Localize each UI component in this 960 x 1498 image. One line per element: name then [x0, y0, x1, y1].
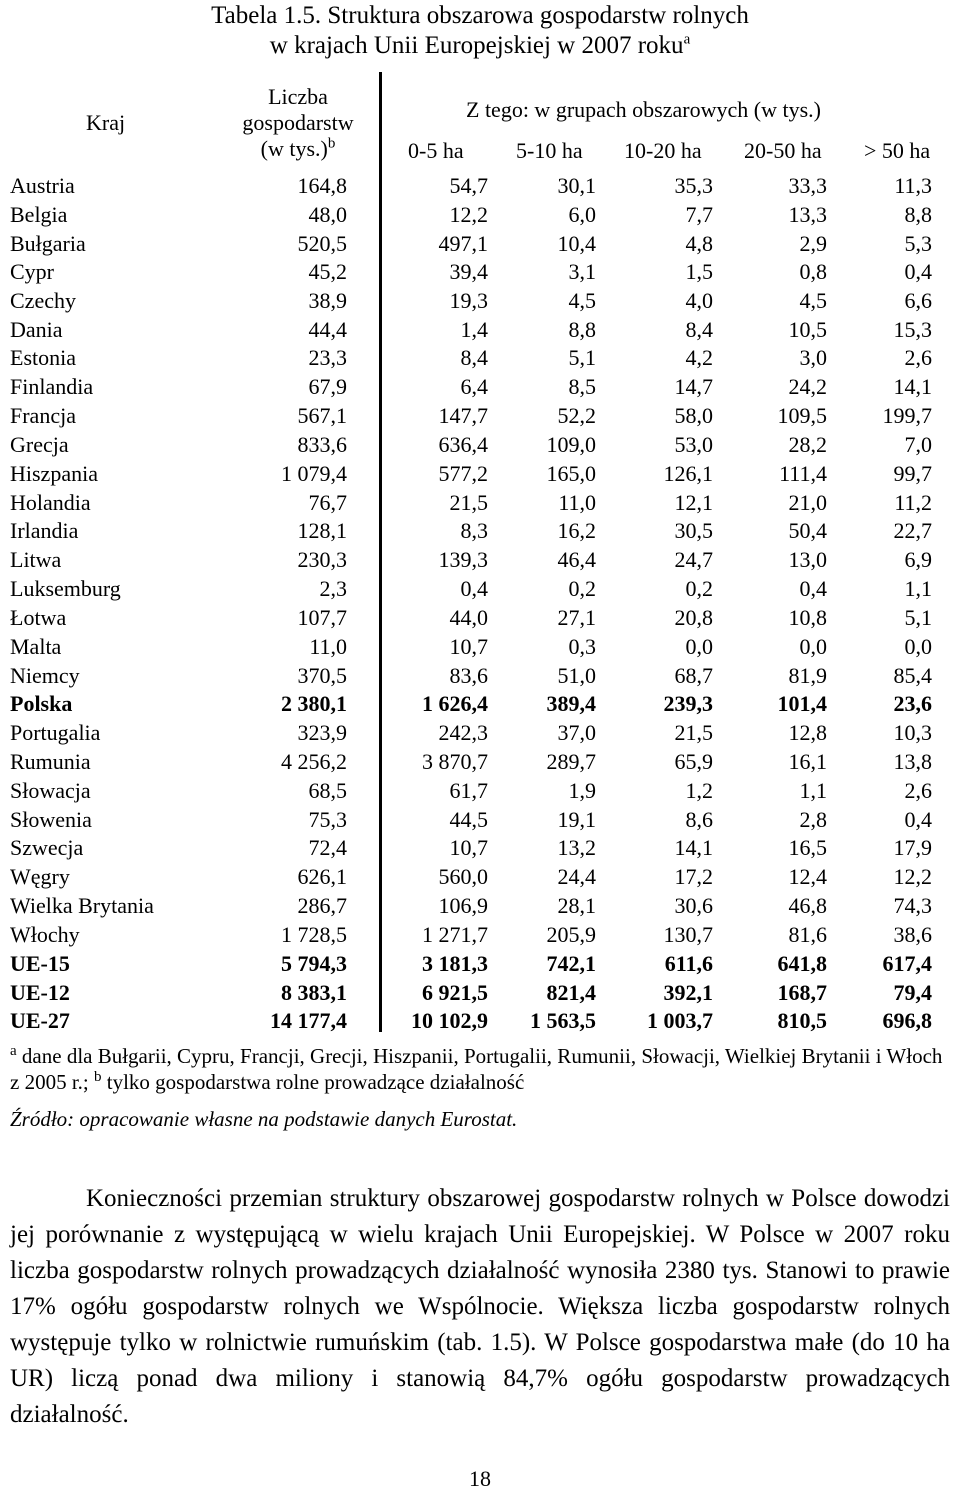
body-paragraph-text: Konieczności przemian struktury obszarowej gospodarstw rolnych w Polsce dowodzi jej porównanie z występującą w wielu krajach Unii Europejskiej. W Polsce w 2007 roku liczba gospodarstw rolnych prowadzących działalność wynosiła 2380 tys. Stanowi to prawie 17% ogółu gospodarstw rolnych we Wspólnocie. Większa liczba gospodarstw rolnych występuje tylko w rolnictwie rumuńskim (tab. 1.5). W Polsce gospodarstwa małe (do 10 ha UR) liczą ponad dwa miliony i stanowią 84,7% ogółu gospodarstw prowadzących działalność.: [10, 1185, 950, 1428]
value-cell: 4 256,2: [281, 749, 347, 774]
value-cell: 0,4: [799, 576, 827, 601]
value-cell: 4,5: [568, 288, 596, 313]
country-cell: Cypr: [10, 259, 54, 284]
header-group-10-20: 10-20 ha: [624, 138, 702, 163]
value-cell: 128,1: [297, 518, 347, 543]
table-row: [0, 343, 960, 372]
header-kraj: Kraj: [86, 110, 126, 135]
country-cell: Łotwa: [10, 605, 67, 630]
value-cell: 230,3: [297, 547, 347, 572]
value-cell: 58,0: [674, 403, 713, 428]
value-cell: 239,3: [663, 691, 713, 716]
table-title-line2-text: w krajach Unii Europejskiej w 2007 roku: [269, 32, 684, 59]
country-cell: UE-27: [10, 1008, 70, 1033]
table-title-line2: [0, 31, 960, 61]
value-cell: 5 794,3: [281, 951, 347, 976]
value-cell: 23,6: [893, 691, 932, 716]
value-cell: 323,9: [297, 720, 347, 745]
value-cell: 12,1: [674, 490, 713, 515]
value-cell: 1 626,4: [422, 691, 488, 716]
value-cell: 389,4: [546, 691, 596, 716]
value-cell: 38,6: [893, 922, 932, 947]
value-cell: 520,5: [297, 231, 347, 256]
value-cell: 10,3: [893, 720, 932, 745]
header-liczba: [200, 84, 396, 162]
value-cell: 199,7: [882, 403, 932, 428]
value-cell: 7,7: [685, 202, 713, 227]
value-cell: 1,1: [799, 778, 827, 803]
value-cell: 45,2: [308, 259, 347, 284]
table-row: [0, 545, 960, 574]
value-cell: 2,8: [799, 807, 827, 832]
country-cell: Grecja: [10, 432, 69, 457]
value-cell: 1 079,4: [281, 461, 347, 486]
header-liczba-line2: gospodarstw: [242, 110, 354, 135]
table-row: [0, 229, 960, 258]
value-cell: 19,3: [449, 288, 488, 313]
value-cell: 106,9: [438, 893, 488, 918]
value-cell: 11,3: [894, 173, 932, 198]
country-cell: Portugalia: [10, 720, 101, 745]
value-cell: 289,7: [546, 749, 596, 774]
value-cell: 11,2: [894, 490, 932, 515]
value-cell: 46,8: [788, 893, 827, 918]
value-cell: 68,5: [308, 778, 347, 803]
header-liczba-line3: [200, 136, 396, 162]
value-cell: 636,4: [438, 432, 488, 457]
country-cell: Węgry: [10, 864, 70, 889]
value-cell: 3 181,3: [422, 951, 488, 976]
value-cell: 497,1: [438, 231, 488, 256]
value-cell: 742,1: [546, 951, 596, 976]
value-cell: 617,4: [882, 951, 932, 976]
value-cell: 8,4: [685, 317, 713, 342]
value-cell: 54,7: [449, 173, 488, 198]
value-cell: 1 271,7: [422, 922, 488, 947]
header-liczba-unit: (w tys.): [260, 136, 328, 161]
table-row: [0, 805, 960, 834]
table-row: [0, 459, 960, 488]
country-cell: Malta: [10, 634, 62, 659]
value-cell: 821,4: [546, 980, 596, 1005]
value-cell: 14 177,4: [270, 1008, 347, 1033]
value-cell: 6 921,5: [422, 980, 488, 1005]
country-cell: Litwa: [10, 547, 62, 572]
value-cell: 44,5: [449, 807, 488, 832]
value-cell: 0,4: [904, 807, 932, 832]
table-row: [0, 632, 960, 661]
value-cell: 8,6: [685, 807, 713, 832]
header-group-over-50: > 50 ha: [864, 138, 931, 163]
value-cell: 83,6: [449, 663, 488, 688]
value-cell: 16,5: [788, 835, 827, 860]
value-cell: 3 870,7: [422, 749, 488, 774]
table-row: [0, 891, 960, 920]
value-cell: 696,8: [882, 1008, 932, 1033]
value-cell: 12,2: [449, 202, 488, 227]
value-cell: 13,3: [788, 202, 827, 227]
country-cell: Estonia: [10, 345, 76, 370]
value-cell: 577,2: [438, 461, 488, 486]
table-row: [0, 200, 960, 229]
value-cell: 4,2: [685, 345, 713, 370]
country-cell: Finlandia: [10, 374, 94, 399]
value-cell: 30,6: [674, 893, 713, 918]
value-cell: 12,8: [788, 720, 827, 745]
value-cell: 14,1: [674, 835, 713, 860]
value-cell: 2 380,1: [281, 691, 347, 716]
footnote-b-marker: b: [327, 135, 336, 152]
value-cell: 24,2: [788, 374, 827, 399]
value-cell: 205,9: [546, 922, 596, 947]
value-cell: 101,4: [777, 691, 827, 716]
value-cell: 10,5: [788, 317, 827, 342]
value-cell: 10 102,9: [411, 1008, 488, 1033]
value-cell: 13,0: [788, 547, 827, 572]
value-cell: 0,2: [685, 576, 713, 601]
value-cell: 28,1: [557, 893, 596, 918]
country-cell: Irlandia: [10, 518, 79, 543]
value-cell: 79,4: [893, 980, 932, 1005]
country-cell: Niemcy: [10, 663, 80, 688]
value-cell: 38,9: [308, 288, 347, 313]
value-cell: 10,7: [449, 835, 488, 860]
value-cell: 22,7: [893, 518, 932, 543]
value-cell: 242,3: [438, 720, 488, 745]
value-cell: 13,2: [557, 835, 596, 860]
country-cell: Wielka Brytania: [10, 893, 154, 918]
value-cell: 109,0: [546, 432, 596, 457]
value-cell: 21,5: [449, 490, 488, 515]
value-cell: 1,9: [568, 778, 596, 803]
value-cell: 30,1: [557, 173, 596, 198]
value-cell: 81,6: [788, 922, 827, 947]
table-row: [0, 978, 960, 1007]
value-cell: 0,0: [799, 634, 827, 659]
value-cell: 2,9: [799, 231, 827, 256]
value-cell: 51,0: [557, 663, 596, 688]
country-cell: UE-12: [10, 980, 70, 1005]
value-cell: 3,0: [799, 345, 827, 370]
value-cell: 16,1: [788, 749, 827, 774]
header-group-20-50: 20-50 ha: [744, 138, 822, 163]
value-cell: 5,1: [568, 345, 596, 370]
value-cell: 1,4: [460, 317, 488, 342]
value-cell: 72,4: [308, 835, 347, 860]
value-cell: 370,5: [297, 663, 347, 688]
value-cell: 6,0: [568, 202, 596, 227]
value-cell: 1,1: [904, 576, 932, 601]
footnote-a-mark: a: [10, 1043, 17, 1059]
value-cell: 4,5: [799, 288, 827, 313]
header-group-label: Z tego: w grupach obszarowych (w tys.): [466, 97, 821, 122]
value-cell: 12,4: [788, 864, 827, 889]
table-title-line1: Tabela 1.5. Struktura obszarowa gospodarstw rolnych: [211, 2, 749, 29]
country-cell: Słowenia: [10, 807, 92, 832]
table-row: [0, 776, 960, 805]
value-cell: 99,7: [893, 461, 932, 486]
value-cell: 27,1: [557, 605, 596, 630]
value-cell: 6,6: [904, 288, 932, 313]
value-cell: 0,0: [685, 634, 713, 659]
footnote-a-text: dane dla Bułgarii, Cypru, Francji, Grecji, Hiszpanii, Portugalii, Rumunii, Słowacji, Wielkiej Brytanii i Włoch z 2005 r.;: [10, 1044, 943, 1094]
source-note: Źródło: opracowanie własne na podstawie danych Eurostat.: [10, 1107, 518, 1131]
value-cell: 560,0: [438, 864, 488, 889]
value-cell: 20,8: [674, 605, 713, 630]
country-cell: Rumunia: [10, 749, 91, 774]
value-cell: 68,7: [674, 663, 713, 688]
value-cell: 0,2: [568, 576, 596, 601]
value-cell: 2,3: [319, 576, 347, 601]
page-number: 18: [469, 1466, 491, 1491]
value-cell: 7,0: [904, 432, 932, 457]
table-row: [0, 372, 960, 401]
value-cell: 8,5: [568, 374, 596, 399]
value-cell: 12,2: [893, 864, 932, 889]
value-cell: 111,4: [779, 461, 827, 486]
value-cell: 21,5: [674, 720, 713, 745]
value-cell: 14,1: [893, 374, 932, 399]
footnote-a-marker: a: [683, 31, 691, 48]
country-cell: Włochy: [10, 922, 80, 947]
value-cell: 10,8: [788, 605, 827, 630]
table-row: [0, 574, 960, 603]
table-row: [0, 516, 960, 545]
table-row: [0, 286, 960, 315]
value-cell: 109,5: [777, 403, 827, 428]
country-cell: Szwecja: [10, 835, 84, 860]
value-cell: 139,3: [438, 547, 488, 572]
value-cell: 5,1: [904, 605, 932, 630]
value-cell: 53,0: [674, 432, 713, 457]
table-row: [0, 949, 960, 978]
value-cell: 44,4: [308, 317, 347, 342]
value-cell: 0,0: [904, 634, 932, 659]
value-cell: 611,6: [664, 951, 713, 976]
value-cell: 52,2: [557, 403, 596, 428]
country-cell: Holandia: [10, 490, 91, 515]
value-cell: 1,5: [685, 259, 713, 284]
value-cell: 16,2: [557, 518, 596, 543]
value-cell: 0,8: [799, 259, 827, 284]
value-cell: 1,2: [685, 778, 713, 803]
value-cell: 8,8: [568, 317, 596, 342]
value-cell: 0,4: [904, 259, 932, 284]
table-row: [0, 488, 960, 517]
value-cell: 2,6: [904, 345, 932, 370]
value-cell: 126,1: [663, 461, 713, 486]
value-cell: 44,0: [449, 605, 488, 630]
value-cell: 33,3: [788, 173, 827, 198]
table-row: [0, 661, 960, 690]
value-cell: 11,0: [558, 490, 596, 515]
country-cell: Polska: [10, 691, 73, 716]
value-cell: 4,0: [685, 288, 713, 313]
value-cell: 30,5: [674, 518, 713, 543]
table-row: [0, 430, 960, 459]
value-cell: 11,0: [309, 634, 347, 659]
value-cell: 35,3: [674, 173, 713, 198]
value-cell: 833,6: [297, 432, 347, 457]
value-cell: 130,7: [663, 922, 713, 947]
value-cell: 8,8: [904, 202, 932, 227]
table-row: [0, 1006, 960, 1035]
value-cell: 4,8: [685, 231, 713, 256]
value-cell: 810,5: [777, 1008, 827, 1033]
value-cell: 1 563,5: [530, 1008, 596, 1033]
table-row: [0, 920, 960, 949]
value-cell: 50,4: [788, 518, 827, 543]
value-cell: 286,7: [297, 893, 347, 918]
country-cell: Austria: [10, 173, 75, 198]
table-row: [0, 401, 960, 430]
value-cell: 76,7: [308, 490, 347, 515]
table-row: [0, 862, 960, 891]
value-cell: 168,7: [777, 980, 827, 1005]
value-cell: 2,6: [904, 778, 932, 803]
value-cell: 17,2: [674, 864, 713, 889]
value-cell: 8,4: [460, 345, 488, 370]
value-cell: 8,3: [460, 518, 488, 543]
country-cell: Czechy: [10, 288, 76, 313]
country-cell: UE-15: [10, 951, 70, 976]
value-cell: 48,0: [308, 202, 347, 227]
value-cell: 626,1: [297, 864, 347, 889]
value-cell: 8 383,1: [281, 980, 347, 1005]
value-cell: 3,1: [568, 259, 596, 284]
header-group-5-10: 5-10 ha: [516, 138, 583, 163]
value-cell: 6,4: [460, 374, 488, 399]
value-cell: 5,3: [904, 231, 932, 256]
value-cell: 24,4: [557, 864, 596, 889]
value-cell: 24,7: [674, 547, 713, 572]
footnote-b-mark: b: [94, 1069, 102, 1085]
value-cell: 21,0: [788, 490, 827, 515]
value-cell: 392,1: [663, 980, 713, 1005]
value-cell: 17,9: [893, 835, 932, 860]
value-cell: 14,7: [674, 374, 713, 399]
value-cell: 67,9: [308, 374, 347, 399]
header-group-0-5: 0-5 ha: [408, 138, 464, 163]
value-cell: 85,4: [893, 663, 932, 688]
value-cell: 107,7: [297, 605, 347, 630]
value-cell: 6,9: [904, 547, 932, 572]
value-cell: 164,8: [297, 173, 347, 198]
table-row: [0, 747, 960, 776]
value-cell: 0,4: [460, 576, 488, 601]
value-cell: 13,8: [893, 749, 932, 774]
table-row: [0, 718, 960, 747]
value-cell: 75,3: [308, 807, 347, 832]
value-cell: 10,7: [449, 634, 488, 659]
value-cell: 15,3: [893, 317, 932, 342]
value-cell: 1 003,7: [647, 1008, 713, 1033]
country-cell: Francja: [10, 403, 76, 428]
country-cell: Bułgaria: [10, 231, 86, 256]
table-row: [0, 257, 960, 286]
table-row: [0, 689, 960, 718]
value-cell: 46,4: [557, 547, 596, 572]
country-cell: Słowacja: [10, 778, 91, 803]
value-cell: 10,4: [557, 231, 596, 256]
value-cell: 28,2: [788, 432, 827, 457]
value-cell: 0,3: [568, 634, 596, 659]
value-cell: 567,1: [297, 403, 347, 428]
value-cell: 65,9: [674, 749, 713, 774]
footnote: [10, 1043, 950, 1095]
table-row: [0, 315, 960, 344]
table-row: [0, 171, 960, 200]
header-liczba-line1: Liczba: [268, 84, 328, 109]
value-cell: 1 728,5: [281, 922, 347, 947]
value-cell: 39,4: [449, 259, 488, 284]
table-row: [0, 603, 960, 632]
country-cell: Dania: [10, 317, 63, 342]
table-row: [0, 833, 960, 862]
value-cell: 19,1: [557, 807, 596, 832]
body-paragraph: [10, 1181, 950, 1433]
value-cell: 147,7: [438, 403, 488, 428]
footnote-b-text: tylko gospodarstwa rolne prowadzące działalność: [101, 1070, 525, 1094]
country-cell: Hiszpania: [10, 461, 98, 486]
value-cell: 74,3: [893, 893, 932, 918]
value-cell: 641,8: [777, 951, 827, 976]
value-cell: 23,3: [308, 345, 347, 370]
value-cell: 61,7: [449, 778, 488, 803]
value-cell: 165,0: [546, 461, 596, 486]
value-cell: 37,0: [557, 720, 596, 745]
country-cell: Belgia: [10, 202, 68, 227]
value-cell: 81,9: [788, 663, 827, 688]
country-cell: Luksemburg: [10, 576, 121, 601]
